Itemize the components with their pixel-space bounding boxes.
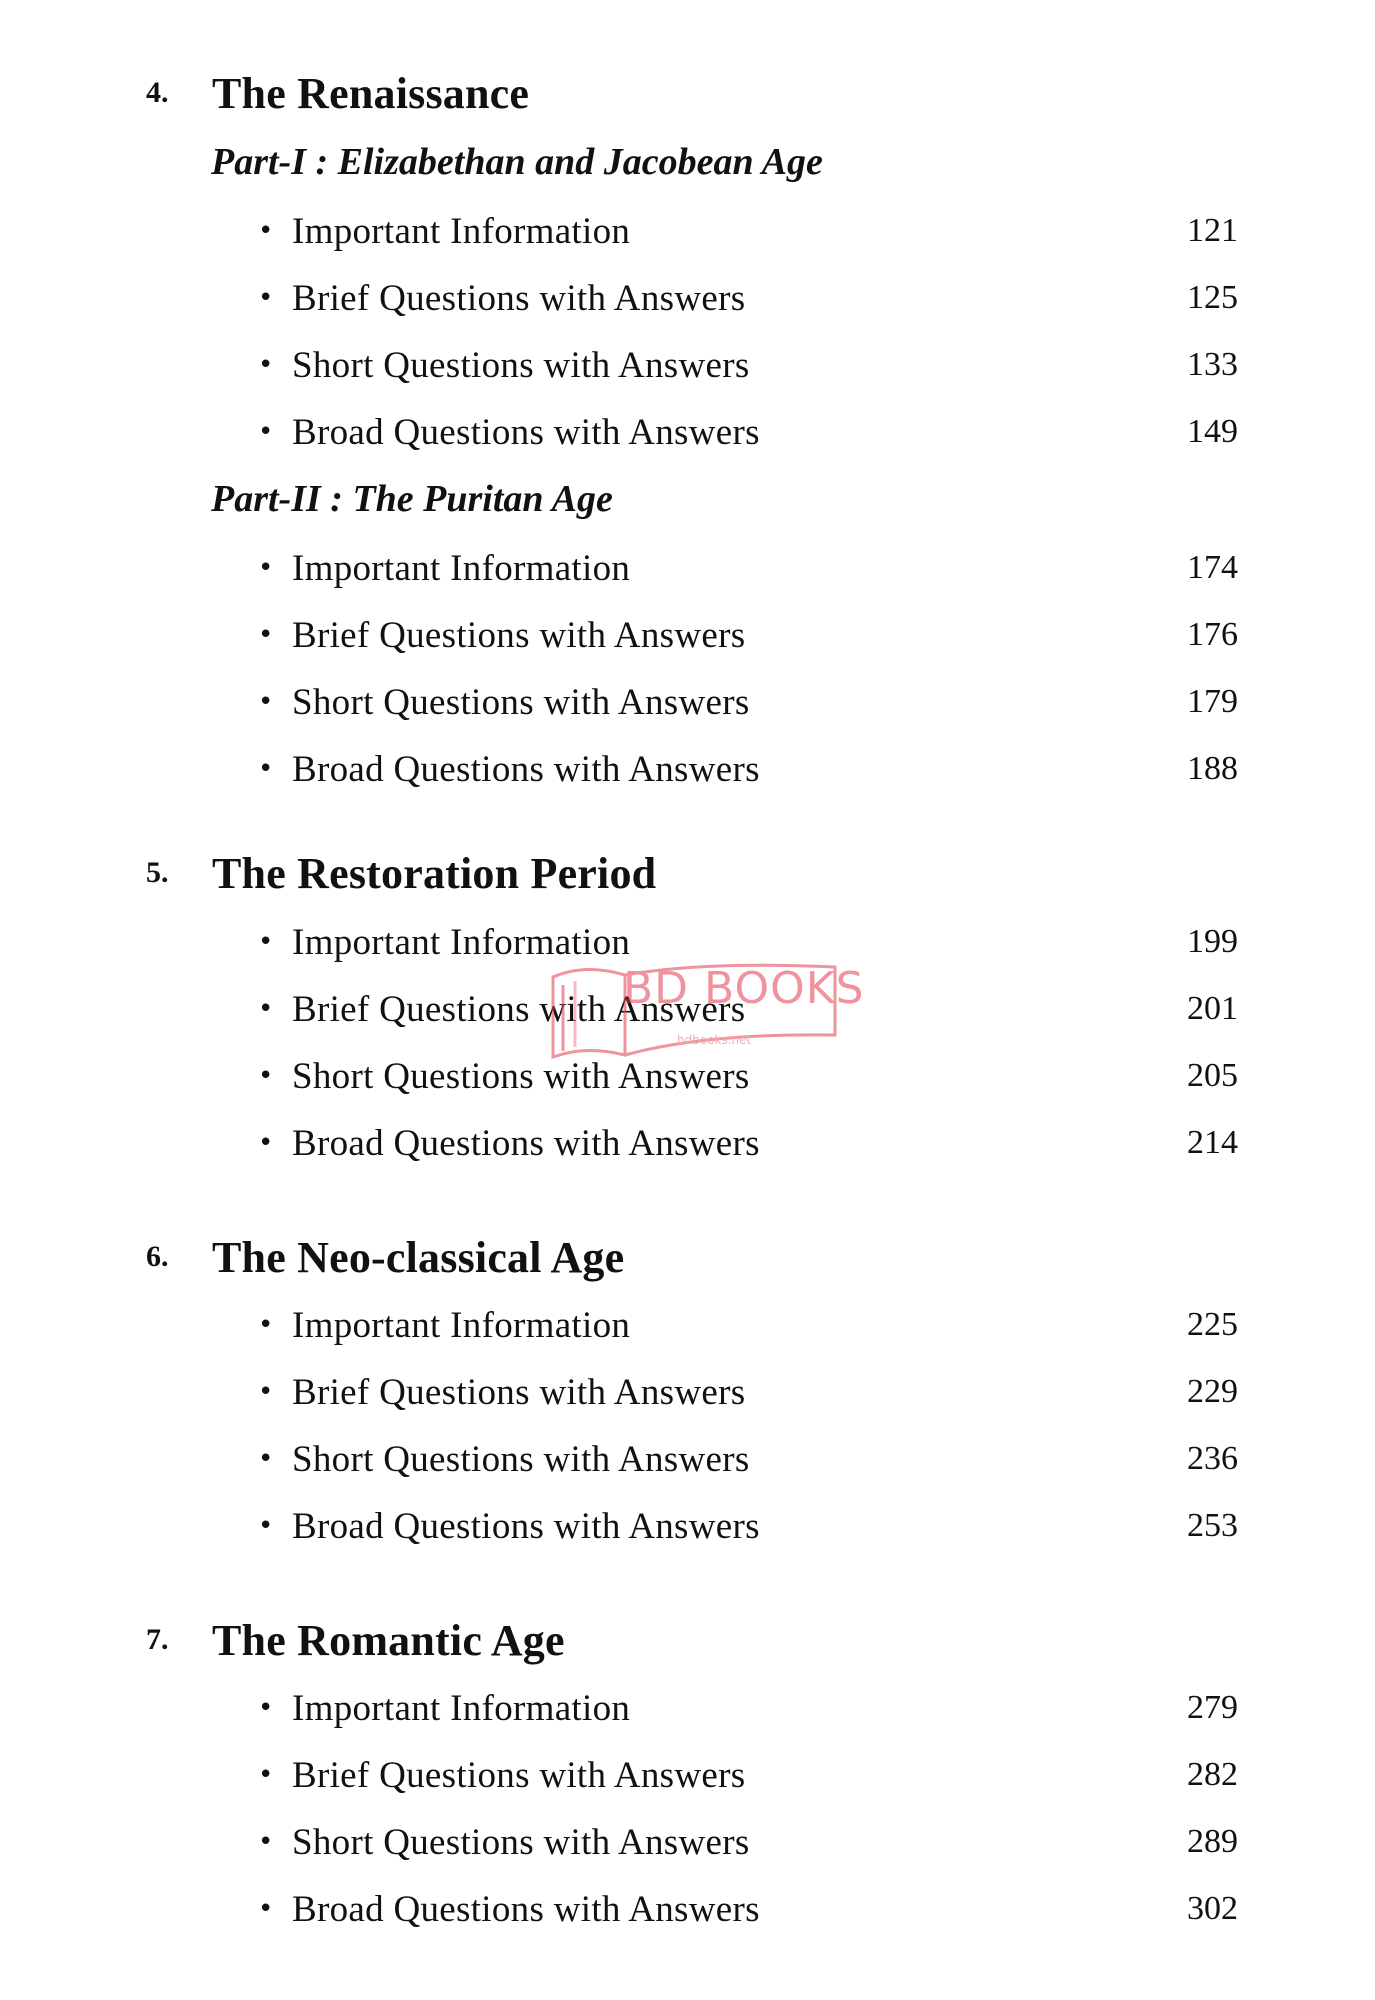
entry-page-number: 289 <box>1187 1823 1238 1860</box>
entry-page-number: 229 <box>1187 1373 1238 1410</box>
chapter-5-heading <box>146 843 656 903</box>
chapter-title: The Neo-classical Age <box>212 1232 625 1282</box>
entry-page-number: 302 <box>1187 1890 1238 1927</box>
entry-page-number: 201 <box>1187 990 1238 1027</box>
entry-page-number: 236 <box>1187 1440 1238 1477</box>
bullet-icon: • <box>258 927 274 957</box>
entry-label: Brief Questions with Answers <box>292 614 746 656</box>
entry-label: Brief Questions with Answers <box>292 988 746 1030</box>
entry-label: Short Questions with Answers <box>292 1438 750 1480</box>
bullet-icon: • <box>258 754 274 784</box>
toc-entry[interactable] <box>258 607 1238 663</box>
toc-entry[interactable] <box>258 337 1238 393</box>
watermark-text: BD BOOKS <box>623 963 865 1014</box>
bullet-icon: • <box>258 1827 274 1857</box>
bullet-icon: • <box>258 1511 274 1541</box>
bullet-icon: • <box>258 1310 274 1340</box>
entry-label: Short Questions with Answers <box>292 344 750 386</box>
entry-page-number: 125 <box>1187 279 1238 316</box>
toc-entry[interactable] <box>258 1814 1238 1870</box>
bullet-icon: • <box>258 350 274 380</box>
entry-label: Important Information <box>292 547 631 589</box>
bullet-icon: • <box>258 283 274 313</box>
entry-label: Brief Questions with Answers <box>292 277 746 319</box>
toc-entry[interactable] <box>258 1364 1238 1420</box>
toc-entry[interactable] <box>258 1747 1238 1803</box>
entry-page-number: 253 <box>1187 1507 1238 1544</box>
toc-entry[interactable] <box>258 674 1238 730</box>
bullet-icon: • <box>258 1128 274 1158</box>
bullet-icon: • <box>258 1760 274 1790</box>
entry-page-number: 199 <box>1187 923 1238 960</box>
chapter-4-heading <box>146 63 529 123</box>
toc-entry[interactable] <box>258 1881 1238 1937</box>
chapter-7-heading <box>146 1610 565 1670</box>
entry-label: Brief Questions with Answers <box>292 1371 746 1413</box>
entry-label: Important Information <box>292 921 631 963</box>
entry-label: Broad Questions with Answers <box>292 748 760 790</box>
bullet-icon: • <box>258 620 274 650</box>
entry-label: Broad Questions with Answers <box>292 1122 760 1164</box>
bullet-icon: • <box>258 553 274 583</box>
entry-page-number: 214 <box>1187 1124 1238 1161</box>
entry-page-number: 188 <box>1187 750 1238 787</box>
entry-page-number: 149 <box>1187 413 1238 450</box>
entry-label: Short Questions with Answers <box>292 1821 750 1863</box>
toc-entry[interactable] <box>258 1297 1238 1353</box>
entry-label: Important Information <box>292 1687 631 1729</box>
toc-entry[interactable] <box>258 270 1238 326</box>
entry-page-number: 133 <box>1187 346 1238 383</box>
toc-entry[interactable] <box>258 404 1238 460</box>
entry-page-number: 121 <box>1187 212 1238 249</box>
entry-label: Important Information <box>292 1304 631 1346</box>
bullet-icon: • <box>258 1444 274 1474</box>
entry-label: Broad Questions with Answers <box>292 411 760 453</box>
entry-label: Brief Questions with Answers <box>292 1754 746 1796</box>
entry-label: Broad Questions with Answers <box>292 1505 760 1547</box>
part-heading: Part-II : The Puritan Age <box>211 478 613 520</box>
toc-entry[interactable] <box>258 1680 1238 1736</box>
toc-entry[interactable] <box>258 1431 1238 1487</box>
entry-page-number: 282 <box>1187 1756 1238 1793</box>
toc-entry[interactable] <box>258 914 1238 970</box>
entry-label: Short Questions with Answers <box>292 1055 750 1097</box>
chapter-number: 5. <box>146 856 169 889</box>
chapter-title: The Restoration Period <box>212 848 657 898</box>
toc-entry[interactable] <box>258 1048 1238 1104</box>
toc-entry[interactable] <box>258 540 1238 596</box>
bullet-icon: • <box>258 1894 274 1924</box>
toc-entry[interactable] <box>258 1115 1238 1171</box>
bullet-icon: • <box>258 1061 274 1091</box>
entry-page-number: 225 <box>1187 1306 1238 1343</box>
toc-entry[interactable] <box>258 1498 1238 1554</box>
chapter-6-heading <box>146 1227 624 1287</box>
bullet-icon: • <box>258 1693 274 1723</box>
entry-page-number: 176 <box>1187 616 1238 653</box>
bullet-icon: • <box>258 216 274 246</box>
chapter-number: 7. <box>146 1623 169 1656</box>
bullet-icon: • <box>258 1377 274 1407</box>
entry-page-number: 279 <box>1187 1689 1238 1726</box>
chapter-number: 4. <box>146 76 169 109</box>
toc-entry[interactable] <box>258 203 1238 259</box>
entry-label: Important Information <box>292 210 631 252</box>
bullet-icon: • <box>258 417 274 447</box>
entry-page-number: 205 <box>1187 1057 1238 1094</box>
chapter-number: 6. <box>146 1240 169 1273</box>
entry-page-number: 179 <box>1187 683 1238 720</box>
part-heading: Part-I : Elizabethan and Jacobean Age <box>211 141 823 183</box>
entry-label: Short Questions with Answers <box>292 681 750 723</box>
bullet-icon: • <box>258 687 274 717</box>
chapter-title: The Renaissance <box>212 68 530 118</box>
bullet-icon: • <box>258 994 274 1024</box>
toc-entry[interactable] <box>258 981 1238 1037</box>
entry-label: Broad Questions with Answers <box>292 1888 760 1930</box>
watermark-subtext: bdbooks.net <box>677 1033 752 1047</box>
entry-page-number: 174 <box>1187 549 1238 586</box>
chapter-title: The Romantic Age <box>212 1615 565 1665</box>
toc-entry[interactable] <box>258 741 1238 797</box>
